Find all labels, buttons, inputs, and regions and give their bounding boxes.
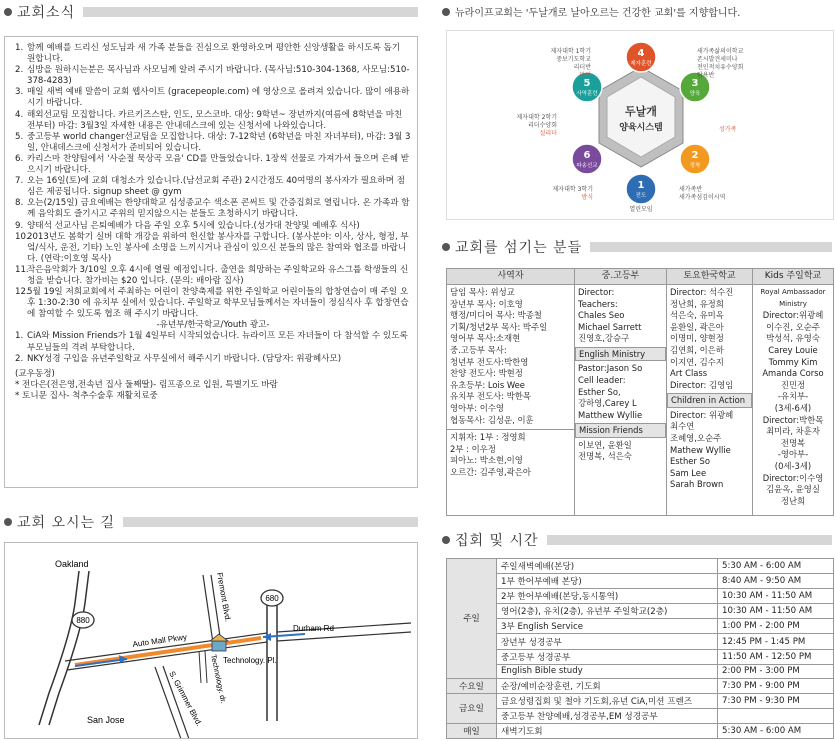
news-subheading: -유년부/한국학교/Youth 광고- <box>156 320 270 331</box>
service-row <box>447 708 834 723</box>
news-item <box>15 232 411 265</box>
staff-name: Director: 석수진 <box>670 287 734 297</box>
vision-node-4 <box>626 42 656 72</box>
service-time: 5:30 AM - 6:00 AM <box>718 559 834 574</box>
news-item-text: 작은음악회가 3/10일 오후 4시에 열릴 예정입니다. 출연을 희망하는 주일학교와 유스그룹 학생들의 신청을 받습니다. 참가비는 $20 입니다. (문의: 배아람 집사) <box>27 264 409 286</box>
staff-name: Art Class <box>670 368 708 379</box>
service-name: 2부 한어부예배(본당,동시통역) <box>497 589 718 604</box>
staff-name: 기획/청년2부 목사: 박주일 <box>450 321 548 332</box>
staff-name: 피아노: 박소현,이영 <box>450 455 523 466</box>
news-item-number: 4. <box>15 109 24 120</box>
news-item-number: 1. <box>15 331 24 342</box>
caption: 리더반 <box>573 64 591 71</box>
staff-name: -영아부- <box>777 449 809 460</box>
staff-name: Matthew Wyllie <box>578 409 643 420</box>
news-note: * 토니문 집사- 척추수술후 재활치료중 <box>15 390 158 401</box>
staff-name: (0세-3세) <box>774 460 812 471</box>
caption: 방식 <box>581 194 593 201</box>
heading-bar <box>83 7 418 17</box>
staff-name: Director: 김영임 <box>670 379 734 390</box>
service-row <box>447 723 834 738</box>
news-item-text: 양태석 선교사님 은퇴예배가 다음 주일 오후 5시에 있습니다.(성가대 찬양및 예배후 식사) <box>27 220 360 231</box>
caption: 제자대학 3학기 <box>552 186 593 193</box>
vision-node-number: 1 <box>637 180 645 191</box>
vision-node-number: 2 <box>691 150 699 161</box>
service-row <box>447 664 834 678</box>
staff-name: 유치부 전도사: 박한목 <box>450 391 531 402</box>
staff-name: Director:박한목 <box>762 414 824 425</box>
caption: 새가족삶의이학교 <box>697 48 744 55</box>
caption: 중보기도학교 <box>556 56 591 63</box>
service-row <box>447 693 834 708</box>
news-item <box>15 110 411 132</box>
vision-node-1 <box>626 174 656 204</box>
staff-table <box>446 268 834 516</box>
vision-svg <box>447 31 834 220</box>
staff-name: Carey Louie <box>768 344 818 355</box>
caption: 새가족섬김이시역 <box>679 194 726 201</box>
staff-name: 정난희, 유정희 <box>670 298 724 309</box>
staff-name: (3세-6세) <box>774 402 812 413</box>
staff-name: 2부 : 이우정 <box>450 443 496 454</box>
news-item-text: 오는 16일(토)에 교회 대청소가 있습니다.(남선교회 주관) 2시간정도 40여명의 봉사자가 필요하며 점심은 제공됩니다. signup sheet @ gym <box>27 176 405 198</box>
news-item <box>15 198 411 220</box>
caption: 만민 <box>579 72 591 79</box>
staff-name: 담임 목사: 위성교 <box>450 287 515 297</box>
service-time: 11:50 AM - 12:50 PM <box>718 649 834 664</box>
bullet-icon <box>442 536 450 544</box>
service-name: 영어(2층), 유치(2층), 유년부 주일학교(2층) <box>497 604 718 619</box>
staff-name: Chales Seo <box>578 310 625 321</box>
vision-node-number: 6 <box>583 150 591 161</box>
service-time: 8:40 AM - 9:50 AM <box>718 574 834 589</box>
news-item-number: 2. <box>15 353 24 364</box>
staff-name: 전명복 <box>780 437 806 448</box>
news-list <box>15 43 411 320</box>
service-row <box>447 574 834 589</box>
service-time: 1:00 PM - 2:00 PM <box>718 619 834 634</box>
news-item <box>15 331 411 353</box>
staff-name: 유초등부: Lois Wee <box>450 379 525 390</box>
staff-name: Pastor:Jason So <box>578 363 643 374</box>
mission-friends-label: Mission Friends <box>575 423 666 437</box>
hwy880-label: 880 <box>76 616 90 625</box>
staff-name: 장년부 목사: 이호영 <box>450 298 523 309</box>
staff-name: 행정/미디어 목사: 박종철 <box>450 310 542 321</box>
staff-header: 사역자 <box>447 269 575 285</box>
service-time <box>718 708 834 723</box>
news-item-number: 7. <box>15 176 24 187</box>
news-item-number: 5. <box>15 131 24 142</box>
news-item-text: NKY성경 구입을 유년주일학교 사무실에서 해주시기 바랍니다. (담당자: 위광혜사모) <box>27 353 342 364</box>
news-item <box>15 176 411 198</box>
caption: 전인적치유수양회 <box>697 64 744 71</box>
news-item-number: 12. <box>15 287 29 298</box>
staff-name: Teachers: <box>578 298 618 309</box>
staff-name: 전명복, 석은숙 <box>578 451 632 462</box>
technology-dr-label: Technology. dr. <box>209 653 229 705</box>
center-title: 두날개 <box>625 105 657 118</box>
vision-node-6 <box>572 144 602 174</box>
news-item-text: 카리스마 찬양팀에서 '사순절 묵상곡 모음' CD를 만들었습니다. 1장씩 선물로 가져가셔 들으며 은혜 받으시기 바랍니다. <box>27 153 410 176</box>
staff-name: 이보연, 윤환일 <box>578 439 632 450</box>
technology-dr-road <box>205 651 207 683</box>
technology-dr-road <box>199 651 201 683</box>
service-row <box>447 678 834 693</box>
staff-cell <box>447 285 575 516</box>
service-row <box>447 559 834 574</box>
san-jose-label: San Jose <box>87 715 125 725</box>
staff-name: Sam Lee <box>670 467 707 478</box>
auto-mall-label: Auto Mall Pkwy <box>132 632 188 649</box>
service-name: 중고등부 성경공부 <box>497 649 718 664</box>
vision-node-number: 5 <box>583 78 591 89</box>
vision-node-label: 정착 <box>689 163 701 169</box>
map[interactable] <box>4 542 418 739</box>
caption: 리더수양회 <box>528 122 557 129</box>
service-row <box>447 619 834 634</box>
staff-cell <box>667 285 753 516</box>
caption: 열린모임 <box>629 206 653 213</box>
staff-name: Tommy Kim <box>768 356 818 367</box>
church-icon <box>210 634 228 651</box>
staff-title: 교회를 섬기는 분들 <box>455 240 583 256</box>
service-time: 10:30 AM - 11:50 AM <box>718 589 834 604</box>
staff-name: 오르간: 김주영,곽은아 <box>450 466 531 477</box>
staff-name: Director:위광혜 <box>762 310 824 321</box>
news-item <box>15 65 411 87</box>
news-item-number: 10. <box>15 231 29 242</box>
caption: 제자대학 1학기 <box>550 48 591 55</box>
staff-name: Mathew Wyllie <box>670 444 731 455</box>
children-in-action-label: Children in Action <box>667 393 752 407</box>
service-day: 금요일 <box>447 693 497 723</box>
staff-name: 조혜영,오순주 <box>670 432 722 443</box>
vision-node-2 <box>680 144 710 174</box>
map-svg <box>5 543 418 739</box>
caption: 제자대학 2학기 <box>516 114 557 121</box>
service-time: 12:45 PM - 1:45 PM <box>718 634 834 649</box>
service-time: 2:00 PM - 3:00 PM <box>718 664 834 678</box>
staff-name: Esther So, <box>578 386 621 397</box>
caption: 설리더 <box>539 130 557 137</box>
hwy680-label: 680 <box>265 594 279 603</box>
staff-name: 강하영,Carey L <box>578 398 637 409</box>
technology-pl-label: Technology. Pl. <box>223 656 277 665</box>
staff-name: 최미라, 차훈자 <box>766 426 820 437</box>
staff-name: 김연희, 이은하 <box>670 344 724 355</box>
heading-bar <box>547 535 832 545</box>
service-name: English Bible study <box>497 664 718 678</box>
directions-title: 교회 오시는 길 <box>17 515 116 531</box>
staff-header: Kids 주일학교 <box>753 269 834 285</box>
hwy880-road <box>49 571 89 725</box>
service-name: 3부 English Service <box>497 619 718 634</box>
staff-name: 이수진, 오순주 <box>766 321 820 332</box>
news-item-number: 6. <box>15 153 24 164</box>
news-item <box>15 265 411 287</box>
staff-name: 영아부: 이수영 <box>450 402 505 413</box>
staff-name: 이지연, 김수지 <box>670 356 724 367</box>
bullet-icon <box>4 8 12 16</box>
heading-bar <box>590 242 832 252</box>
english-ministry-label: English Ministry <box>575 347 666 361</box>
news-list-youth <box>15 331 411 364</box>
service-day: 매일 <box>447 723 497 738</box>
staff-name: 협동목사: 김성운, 이훈 <box>450 414 534 425</box>
staff-name: Amanda Corso <box>762 368 824 379</box>
services-heading <box>442 530 832 550</box>
news-item-text: 중고등부 world changer선교팀을 모집합니다. 대상: 7-12학년 (6학년을 마친 자녀부터), 마감: 3월 3일, 안내데스크에 신청서가 준비되어 있습니다. <box>27 131 411 153</box>
staff-header: 중.고등부 <box>575 269 667 285</box>
services-table <box>446 558 834 739</box>
hwy880-road <box>39 571 79 725</box>
vision-diagram <box>446 30 834 220</box>
bullet-icon <box>442 243 450 251</box>
staff-name: 최수연 <box>670 421 695 432</box>
news-item-number: 2. <box>15 65 24 76</box>
news-item-text: 심방을 원하시는분은 목사님과 사모님께 알려 주시기 바랍니다. (목사님:510-304-1368, 사모님:510-378-4283) <box>27 65 410 87</box>
staff-name: Esther So <box>670 456 710 467</box>
staff-name: Michael Sarrett <box>578 321 642 332</box>
bullet-icon <box>4 518 12 526</box>
news-item-text: 2013년도 봄학기 실버 대학 개강을 위하여 헌신할 봉사자를 구합니다. (봉사분야: 이사, 상사, 형정, 부엌/식사, 운전, 기타) 노인 봉사에 소명을 느끼시거나 관심이 있으신 분들의 많은 참여와 협조를 바랍니다. (연락:이호영 목사) <box>27 231 409 264</box>
news-note: * 전다은(전은영,전속년 집사 둘째딸)- 림프종으로 입원, 특별기도 바람 <box>15 379 278 390</box>
staff-name: 김윤옥, 윤영실 <box>766 484 820 495</box>
service-row <box>447 634 834 649</box>
staff-cell <box>753 285 834 516</box>
center-subtitle: 양육시스템 <box>619 123 663 133</box>
vision-heading <box>442 4 832 19</box>
caption: 성가족 <box>719 126 737 133</box>
news-item-number: 11. <box>15 264 29 275</box>
caption: 존시발견세미나 <box>697 56 738 63</box>
service-name: 주일새벽예배(본당) <box>497 559 718 574</box>
news-heading <box>4 2 418 22</box>
staff-name: -유치부- <box>777 391 809 402</box>
news-box <box>4 36 418 488</box>
vision-node-label: 파송선교 <box>576 163 598 169</box>
caption: 탐욕반 <box>697 72 715 79</box>
service-name: 금요성령집회 및 철야 기도회,유년 CiA,미션 프렌즈 <box>497 693 718 708</box>
news-item-number: 3. <box>15 87 24 98</box>
service-row <box>447 604 834 619</box>
caption: 새가족반 <box>679 186 703 193</box>
durham-road <box>277 632 411 641</box>
news-item <box>15 221 411 232</box>
news-item-text: 매일 새벽 예배 말씀이 교회 웹사이트 (gracepeople.com) 에 영상으로 올려져 있습니다. 많이 애용하시기 바랍니다. <box>27 87 410 109</box>
service-time: 5:30 AM - 6:00 AM <box>718 723 834 738</box>
news-item <box>15 154 411 176</box>
staff-name: Sarah Brown <box>670 479 724 490</box>
vision-node-number: 4 <box>637 48 645 59</box>
staff-cell <box>575 285 667 516</box>
staff-name: 찬양 전도사: 박현정 <box>450 368 523 379</box>
staff-heading <box>442 237 832 257</box>
vision-title: 뉴라이프교회는 '두날개로 날아오르는 건강한 교회'를 지향합니다. <box>455 8 741 19</box>
service-time: 7:30 PM - 9:00 PM <box>718 678 834 693</box>
news-item-number: 1. <box>15 43 24 53</box>
news-item-text: 오는(2/15일) 금요예배는 한양대학교 심성종교수 색소폰 콘써트 및 간증집회로 열립니다. 온 가족과 함께 음악회도 즐기시고 주위의 믿지않으시는 분들도 초청하시기 바랍니다. <box>27 198 410 220</box>
staff-name: 석은숙, 유미옥 <box>670 310 724 321</box>
bullet-icon <box>442 8 450 16</box>
news-item <box>15 287 411 320</box>
news-item <box>15 354 411 365</box>
staff-name: Director:이수영 <box>762 472 824 483</box>
heading-bar <box>123 517 418 527</box>
staff-name: 지휘자: 1부 : 정영희 <box>450 432 526 443</box>
staff-name: 윤환일, 곽은아 <box>670 321 724 332</box>
service-day: 주일 <box>447 559 497 679</box>
service-time: 10:30 AM - 11:50 AM <box>718 604 834 619</box>
staff-name: 진민정 <box>780 379 806 390</box>
staff-name: Cell leader: <box>578 374 626 385</box>
news-item-text: 함께 예배를 드리신 성도님과 새 가족 분들을 진심으로 환영하오며 평안한 신앙생활을 하시도록 돕기 원합니다. <box>27 43 401 65</box>
news-title: 교회소식 <box>17 5 76 21</box>
service-name: 중고등부 찬양예배,성경공부,EM 성경공부 <box>497 708 718 723</box>
news-item <box>15 132 411 154</box>
vision-node-label: 양육 <box>689 91 701 97</box>
service-name: 장년부 성경공부 <box>497 634 718 649</box>
news-item <box>15 43 411 65</box>
staff-name: Director: <box>578 287 615 297</box>
oakland-label: Oakland <box>55 559 89 569</box>
news-item <box>15 87 411 109</box>
vision-node-label: 전도 <box>635 193 647 199</box>
staff-name: Director: 위광혜 <box>670 409 734 420</box>
service-row <box>447 589 834 604</box>
news-item-number: 8. <box>15 198 24 209</box>
staff-name: 정난희 <box>780 495 806 506</box>
service-row <box>447 649 834 664</box>
staff-name: Royal Ambassador Ministry <box>760 288 826 308</box>
vision-node-number: 3 <box>691 78 699 89</box>
staff-name: 이명미, 양현정 <box>670 333 724 344</box>
fremont-label: Fremont Blvd. <box>215 571 233 623</box>
directions-heading <box>4 512 418 532</box>
staff-name: 영어부 목사:소재현 <box>450 333 521 344</box>
durham-label: Durham Rd <box>293 624 334 633</box>
staff-name: 청년부 전도사:박한영 <box>450 356 529 367</box>
vision-node-label: 제자훈련 <box>630 61 652 67</box>
staff-name: 박성석, 유영숙 <box>766 333 820 344</box>
news-item-number: 9. <box>15 220 24 231</box>
fremont-road <box>203 575 213 643</box>
services-title: 집회 및 시간 <box>455 533 539 549</box>
news-item-text: 5월 19일 저희교회에서 주최하는 어린이 찬양축제를 위한 주일학교 어린이들의 합창연습이 매 주일 오후 1:30-2:30 에 유치부 실에서 있습니다. 주일학교 학부모님들께서는 자녀들이 정심식사 후 합창연습에 참여할 수 있도록 협조 해 주시기 바랍니다. <box>27 287 409 320</box>
service-time: 7:30 PM - 9:30 PM <box>718 693 834 708</box>
grimmer-label: S. Grimmer Blvd. <box>167 669 204 728</box>
staff-header: 토요한국학교 <box>667 269 753 285</box>
news-note-title: (교우동정) <box>15 368 55 379</box>
staff-name: 진영호,강승구 <box>578 333 630 344</box>
service-name: 순장/예비순장훈련, 기도회 <box>497 678 718 693</box>
service-name: 새벽기도회 <box>497 723 718 738</box>
news-item-text: CiA와 Mission Friends가 1월 4일부터 시작되었습니다. 뉴라이프 모든 자녀들이 다 참석할 수 있도록 부모님들의 격려 부탁합니다. <box>27 331 408 353</box>
service-name: 1부 한어부예배 본당) <box>497 574 718 589</box>
vision-node-label: 사역훈련 <box>576 91 598 97</box>
news-item-text: 해외선교팀 모집합니다. 카르키즈스탄, 인도, 모스코바. 대상: 9학년~ 장년까지(여름에 8학년을 마친 전부터) 마감: 3월3일 자세한 내용은 안내데스크에 있는 신청서에 나와있습니다. <box>27 109 403 131</box>
staff-name: 중.고등부 목사: <box>450 344 507 355</box>
service-day: 수요일 <box>447 678 497 693</box>
